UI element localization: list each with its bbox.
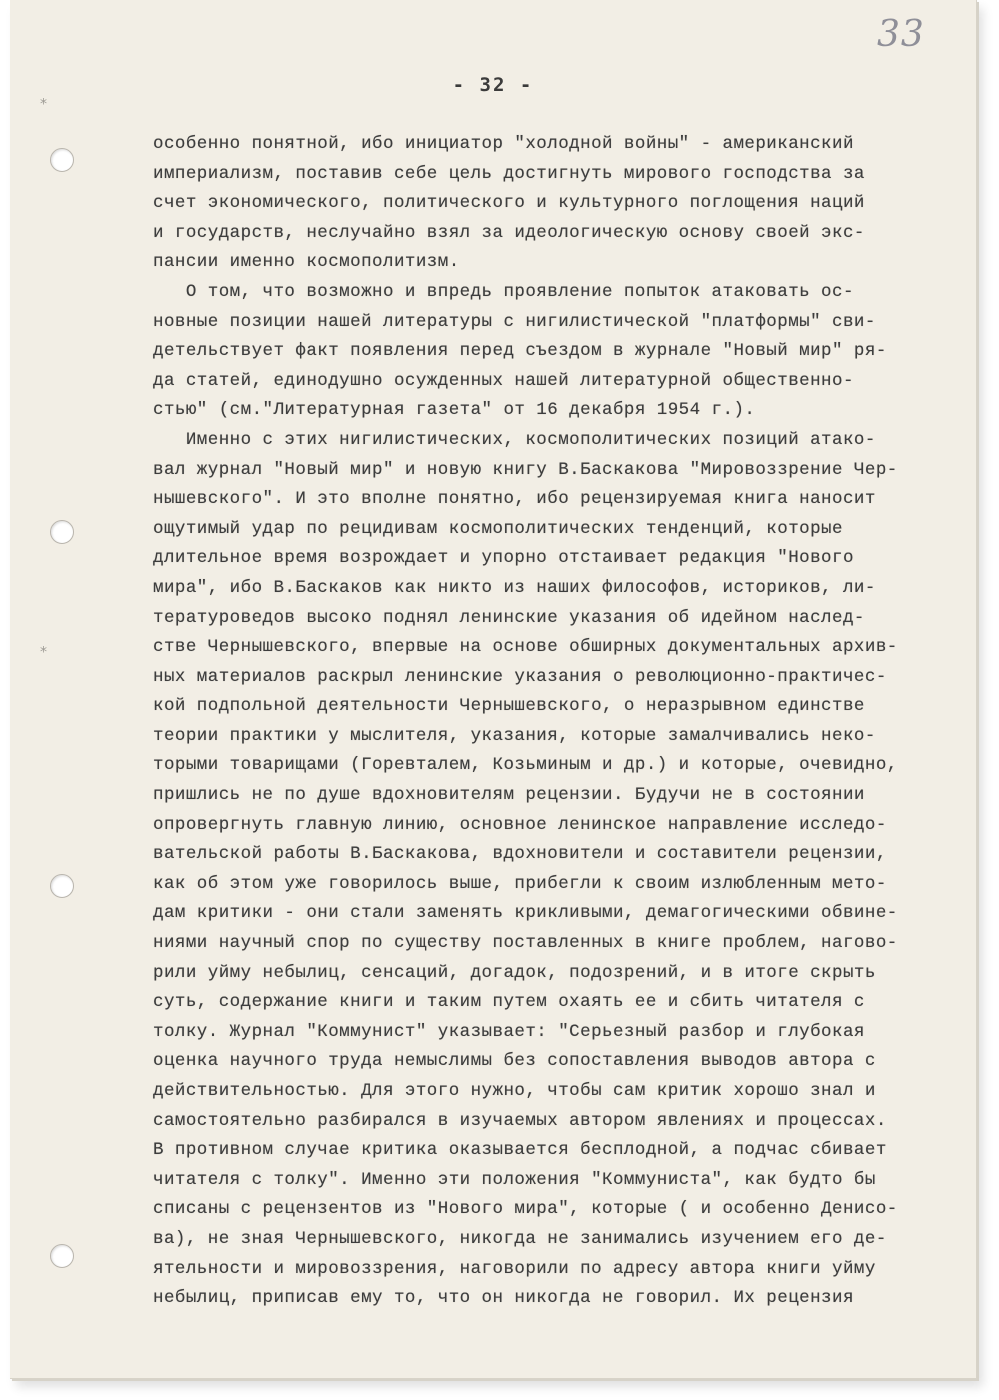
text-line: В противном случае критика оказывается бесплодной, а подчас сбивает [153, 1140, 887, 1161]
text-line: небылиц, приписав ему то, что он никогда не говорил. Их рецензия [153, 1288, 854, 1309]
binder-hole [50, 148, 74, 172]
text-line: ощутимый удар по рецидивам космополитических тенденций, которые [153, 518, 843, 539]
text-line: толку. Журнал "Коммунист" указывает: "Серьезный разбор и глубокая [153, 1021, 865, 1042]
text-line: кой подпольной деятельности Чернышевского, о неразрывном единстве [153, 696, 865, 717]
text-line: О том, что возможно и впредь проявление попыток атаковать ос- [153, 281, 854, 302]
text-line: стве Чернышевского, впервые на основе обширных документальных архив- [153, 637, 898, 658]
text-line: тературоведов высоко поднял ленинские указания об идейном наслед- [153, 607, 865, 628]
typewritten-text [153, 130, 963, 1314]
text-line: ва), не зная Чернышевского, никогда не занимались изучением его де- [153, 1228, 887, 1249]
binder-hole [50, 1244, 74, 1268]
text-line: дам критики - они стали заменять крикливыми, демагогическими обвине- [153, 903, 898, 924]
text-line: ных материалов раскрыл ленинские указания о революционно-практичес- [153, 666, 887, 687]
text-line: Именно с этих нигилистических, космополитических позиций атако- [153, 429, 876, 450]
text-line: длительное время возрождает и упорно отстаивает редакция "Нового [153, 548, 854, 569]
text-line: да статей, единодушно осужденных нашей литературной общественно- [153, 370, 854, 391]
text-line: детельствует факт появления перед съездом в журнале "Новый мир" ря- [153, 341, 887, 362]
text-line: новные позиции нашей литературы с нигилистической "платформы" сви- [153, 311, 876, 332]
document-page [10, 0, 977, 1379]
text-line: пришлись не по душе вдохновителям рецензии. Будучи не в состоянии [153, 785, 865, 806]
text-line: пансии именно космополитизм. [153, 252, 460, 273]
text-line: и государств, неслучайно взял за идеологическую основу своей экс- [153, 222, 865, 243]
text-line: торыми товарищами (Горевталем, Козьминым и др.) и которые, очевидно, [153, 755, 898, 776]
text-line: читателя с толку". Именно эти положения "Коммуниста", как будто бы [153, 1169, 876, 1190]
text-line: счет экономического, политического и культурного поглощения наций [153, 193, 865, 214]
binder-hole [50, 520, 74, 544]
text-line: нышевского". И это вполне понятно, ибо рецензируемая книга наносит [153, 489, 876, 510]
text-line: вал журнал "Новый мир" и новую книгу В.Баскакова "Мировоззрение Чер- [153, 459, 898, 480]
margin-mark-icon: ⁎ [40, 640, 47, 656]
text-line: теории практики у мыслителя, указания, которые замалчивались неко- [153, 725, 876, 746]
text-line: ятельности и мировоззрения, наговорили по адресу автора книги уйму [153, 1258, 876, 1279]
text-line: особенно понятной, ибо инициатор "холодной войны" - американский [153, 134, 854, 154]
page-number: - 32 - [452, 74, 534, 96]
binder-hole [50, 874, 74, 898]
text-line: империализм, поставив себе цель достигнуть мирового господства за [153, 163, 865, 184]
text-line: ниями научный спор по существу поставленных в книге проблем, нагово- [153, 933, 898, 954]
text-line: мира", ибо В.Баскаков как никто из наших философов, историков, ли- [153, 577, 876, 598]
text-line: списаны с рецензентов из "Нового мира", которые ( и особенно Денисо- [153, 1199, 898, 1220]
folio-number: 33 [877, 14, 925, 55]
text-line: оценка научного труда немыслимы без сопоставления выводов автора с [153, 1051, 876, 1072]
text-line: опровергнуть главную линию, основное ленинское направление исследо- [153, 814, 887, 835]
text-line: как об этом уже говорилось выше, прибегли к своим излюбленным мето- [153, 873, 887, 894]
text-line: рили уйму небылиц, сенсаций, догадок, подозрений, и в итоге скрыть [153, 962, 876, 983]
text-line: суть, содержание книги и таким путем охаять ее и сбить читателя с [153, 992, 865, 1013]
text-line: действительностью. Для этого нужно, чтобы сам критик хорошо знал и [153, 1081, 876, 1101]
text-line: стью" (см."Литературная газета" от 16 декабря 1954 г.). [153, 400, 756, 421]
margin-mark-icon: ⁎ [40, 92, 47, 108]
text-line: вательской работы В.Баскакова, вдохновители и составители рецензии, [153, 844, 887, 865]
text-line: самостоятельно разбирался в изучаемых автором явлениях и процессах. [153, 1110, 887, 1131]
